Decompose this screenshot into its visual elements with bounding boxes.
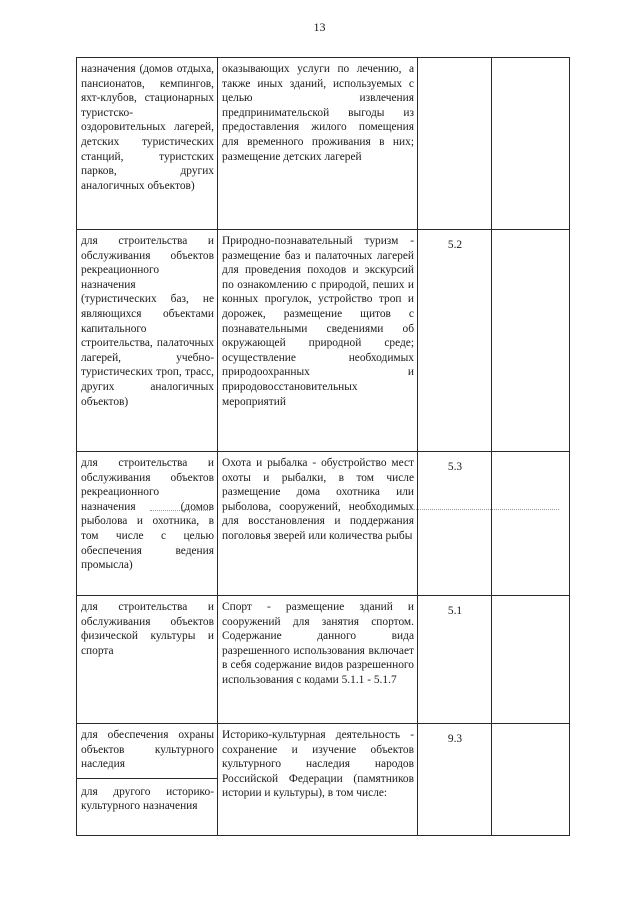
empty-cell [492,452,570,596]
description-cell: Природно-познавательный туризм - размещение баз и палаточных лагерей для проведения походов и экскурсий по ознакомлению с природой, пеших и конных прогулок, устройство троп и дорожек, размещение щитов с познавательными сведениями об окружающей природной среде; осуществление необходимых природоохранных и природовосстановительных мероприятий [218,230,418,452]
code-cell [418,58,492,230]
scan-artifact-line [405,509,559,510]
table-row [77,724,570,836]
purpose-text: для обеспечения охраны объектов культурного наследия [81,729,214,771]
table-row [77,58,570,230]
code-cell: 5.3 [418,452,492,596]
code-cell: 5.2 [418,230,492,452]
description-cell: Спорт - размещение зданий и сооружений для занятия спортом. Содержание данного вида разрешенного использования включает в себя содержание видов разрешенного использования с кодами 5.1.1 - 5.1.7 [218,596,418,724]
land-use-table [76,57,570,836]
description-cell: Охота и рыбалка - обустройство мест охоты и рыбалки, в том числе размещение дома охотника или рыболова, сооружений, необходимых для восстановления и поддержания поголовья зверей или количества рыбы [218,452,418,596]
empty-cell [492,58,570,230]
description-cell: Историко-культурная деятельность - сохранение и изучение объектов культурного наследия народов Российской Федерации (памятников истории и культуры), в том числе: [218,724,418,836]
table-row [77,452,570,596]
empty-cell [492,230,570,452]
description-cell: оказывающих услуги по лечению, а также иных зданий, используемых с целью извлечения предпринимательской выгоды из предоставления жилого помещения для временного проживания в них; размещение детских лагерей [218,58,418,230]
purpose-cell [77,724,218,836]
empty-cell [492,596,570,724]
code-cell: 5.1 [418,596,492,724]
purpose-cell: для строительства и обслуживания объектов рекреационного назначения (домов рыболова и охотника, в том числе с целью обеспечения ведения промысла) [77,452,218,596]
code-cell: 9.3 [418,724,492,836]
purpose-cell: назначения (домов отдыха, пансионатов, кемпингов, яхт-клубов, стационарных туристско-оздоровительных лагерей, детских туристических станций, туристских парков, других аналогичных объектов) [77,58,218,230]
purpose-text-secondary: для другого историко-культурного назначения [77,778,217,814]
purpose-cell: для строительства и обслуживания объектов рекреационного назначения (туристических баз, не являющихся объектами капитального строительства, палаточных лагерей, учебно-туристических троп, трасс, других аналогичных объектов) [77,230,218,452]
scan-artifact-line [150,510,210,511]
table-row [77,596,570,724]
purpose-cell: для строительства и обслуживания объектов физической культуры и спорта [77,596,218,724]
empty-cell [492,724,570,836]
page-number: 13 [313,20,326,34]
table-row [77,230,570,452]
